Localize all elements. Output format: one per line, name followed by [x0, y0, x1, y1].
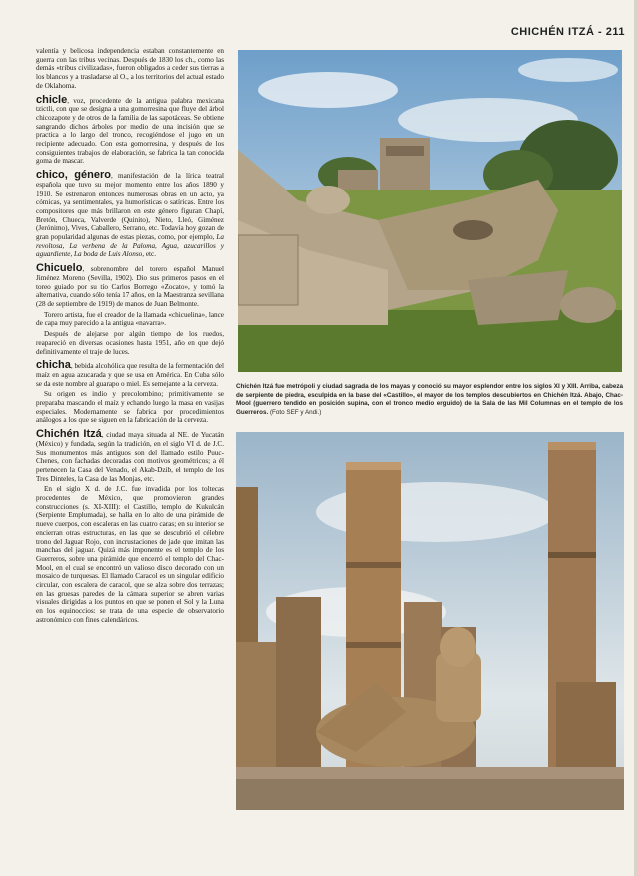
entry-paragraph: Su origen es indio y precolombino; primitivamente se preparaba mascando el maíz y echando luego la masa en vasijas especiales. Modernamente se fabrica por procedimientos análogos a los que se siguen en la fabricación de la cerveza.	[36, 390, 224, 425]
entry-text: , manifestación de la lírica teatral española que tuvo su mejor momento entre los años 1890 y 1910. Se estrenaron entonces numerosas obras en un acto, ya cómicas, ya sentimentales, ya humorísticas o satíricas. Entre los compositores que más brillaron en este género figuran Chapí, Bretón, Chueca, Valverde (Quinito), Nieto, Lleó, Giménez (Jerónimo), Vives, Caballero, Serrano, etc. Todavía hoy gozan de gran popularidad algunas de estas piezas, como, por ejemplo,	[36, 172, 224, 242]
entry-term: Chichén Itzá	[36, 428, 102, 441]
photo-chac-mool	[236, 432, 624, 810]
entry-text: , bebida alcohólica que resulta de la fermentación del maíz en agua azucarada y que se usa en América. En Cuba sólo se da este nombre al guarapo o miel. Es semejante a la cerveza.	[36, 362, 224, 388]
entry-term: chicha	[36, 359, 71, 372]
entry-paragraph: Torero artista, fue el creador de la llamada «chicuelina», lance de capa muy parecido a la antigua «navarra».	[36, 310, 224, 328]
entry-text: , sobrenombre del torero español Manuel Jiménez Moreno (Sevilla, 1902). Dio sus primeros pasos en el toreo guiado por su tío Carlos Borrego «Zocato», y tomó la alternativa, cuando sólo tenía 17 años, en la Maestranza sevillana (28 de septiembre de 1919) de manos de Juan Belmonte.	[36, 265, 224, 308]
caption-text: Chichén Itzá fue metrópoli y ciudad sagrada de los mayas y conoció su mayor esplendor entre los siglos XI y XIII. Arriba, cabeza de serpiente de piedra, esculpida en la base del «Castillo», el mayor de los templos descubiertos en Chichén Itzá. Abajo, Chac-Mool (guerrero tendido en posición supina, con el tronco medio erguido) de la Sala de las Mil Columnas en el templo de los Guerreros.	[236, 383, 623, 416]
entry-chicle	[36, 93, 224, 167]
entry-chicuelo	[36, 264, 224, 356]
entry-works: La revoltosa, La verbena de la Paloma, Agua, azucarillos y aguardiente, La boda de Luis Alonso	[36, 233, 224, 259]
entry-term: chico, género	[36, 169, 111, 182]
entry-paragraph: Después de alejarse por algún tiempo de los ruedos, reapareció en diversas ocasiones hasta 1951, año en que dejó definitivamente el traje de luces.	[36, 330, 224, 356]
entry-term: Chicuelo	[36, 262, 83, 275]
entry-text: , ciudad maya situada al NE. de Yucatán (México) y fundada, según la tradición, en el siglo VI d. de J.C. Sus monumentos más antiguos son del llamado estilo Puuc-Chenes, con fachadas decoradas con motivos geométricos; a él pertenecen la Casa del Venado, el Akab-Dzib, el templo de los Tres Dinteles, la Casa de las Monjas, etc.	[36, 431, 224, 483]
photo-caption	[236, 383, 623, 417]
entry-text: , voz, procedente de la antigua palabra mexicana tzictli, con que se designa a una gomorresina que fluye del árbol chicozapote y de otros de la familia de las sapotáceas. Se obtiene sangrando dichos árboles por medio de una incisión que se practica a lo largo del tronco, recogiéndose el jugo en un recipiente adecuado. Con esta gomorresina, y después de los consiguientes trabajos de elaboración, se fabrica la tan conocida goma de mascar.	[36, 96, 224, 166]
entry-paragraph: En el siglo X d. de J.C. fue invadida por los toltecas procedentes de México, que promovieron grandes construcciones (s. XI-XIII): el Castillo, templo de Kukulcán (Serpiente Emplumada), se halla en lo alto de una pirámide de nueve cuerpos, con escaleras en las cuatro caras; en su interior se encierran otras estructuras, en las que se descubrió el célebre trono del Jaguar Rojo, con incrustaciones de jade que imitan las manchas del jaguar. Quizá más imponente es el templo de los Guerreros, sobre una pirámide que encerró el templo del Chac-Mool, en el cual se encontró un valioso disco decorado con un mosaico de turquesas. El llamado Caracol es un singular edificio circular, con escalera de caracol, que se alza sobre dos terrazas; en las gruesas paredes de la cámara superior se abren varias visuales dirigidas a los puntos en que se ponen el Sol y la Luna en los equinoccios: se trata de una especie de observatorio astronómico con fines calendáricos.	[36, 485, 224, 624]
photo-serpent-head	[238, 50, 622, 372]
text-column	[36, 47, 224, 627]
running-head: CHICHÉN ITZÁ - 211	[510, 26, 625, 38]
entry-chico-genero	[36, 171, 224, 259]
entry-chichen-itza	[36, 430, 224, 624]
entry-tail: , etc.	[142, 250, 156, 259]
entry-term: chicle	[36, 93, 68, 106]
caption-credit: (Foto SEF y Andi.)	[269, 408, 322, 416]
intro-paragraph: valentía y belicosa independencia estaban constantemente en guerra con las tribus vecinas. Después de 1830 los ch., como las demás «tribus civilizadas», fueron obligados a ceder sus tierras a los blancos y a trasladarse al O., a los territorios del actual estado de Oklahoma.	[36, 47, 224, 90]
entry-chicha	[36, 361, 224, 425]
